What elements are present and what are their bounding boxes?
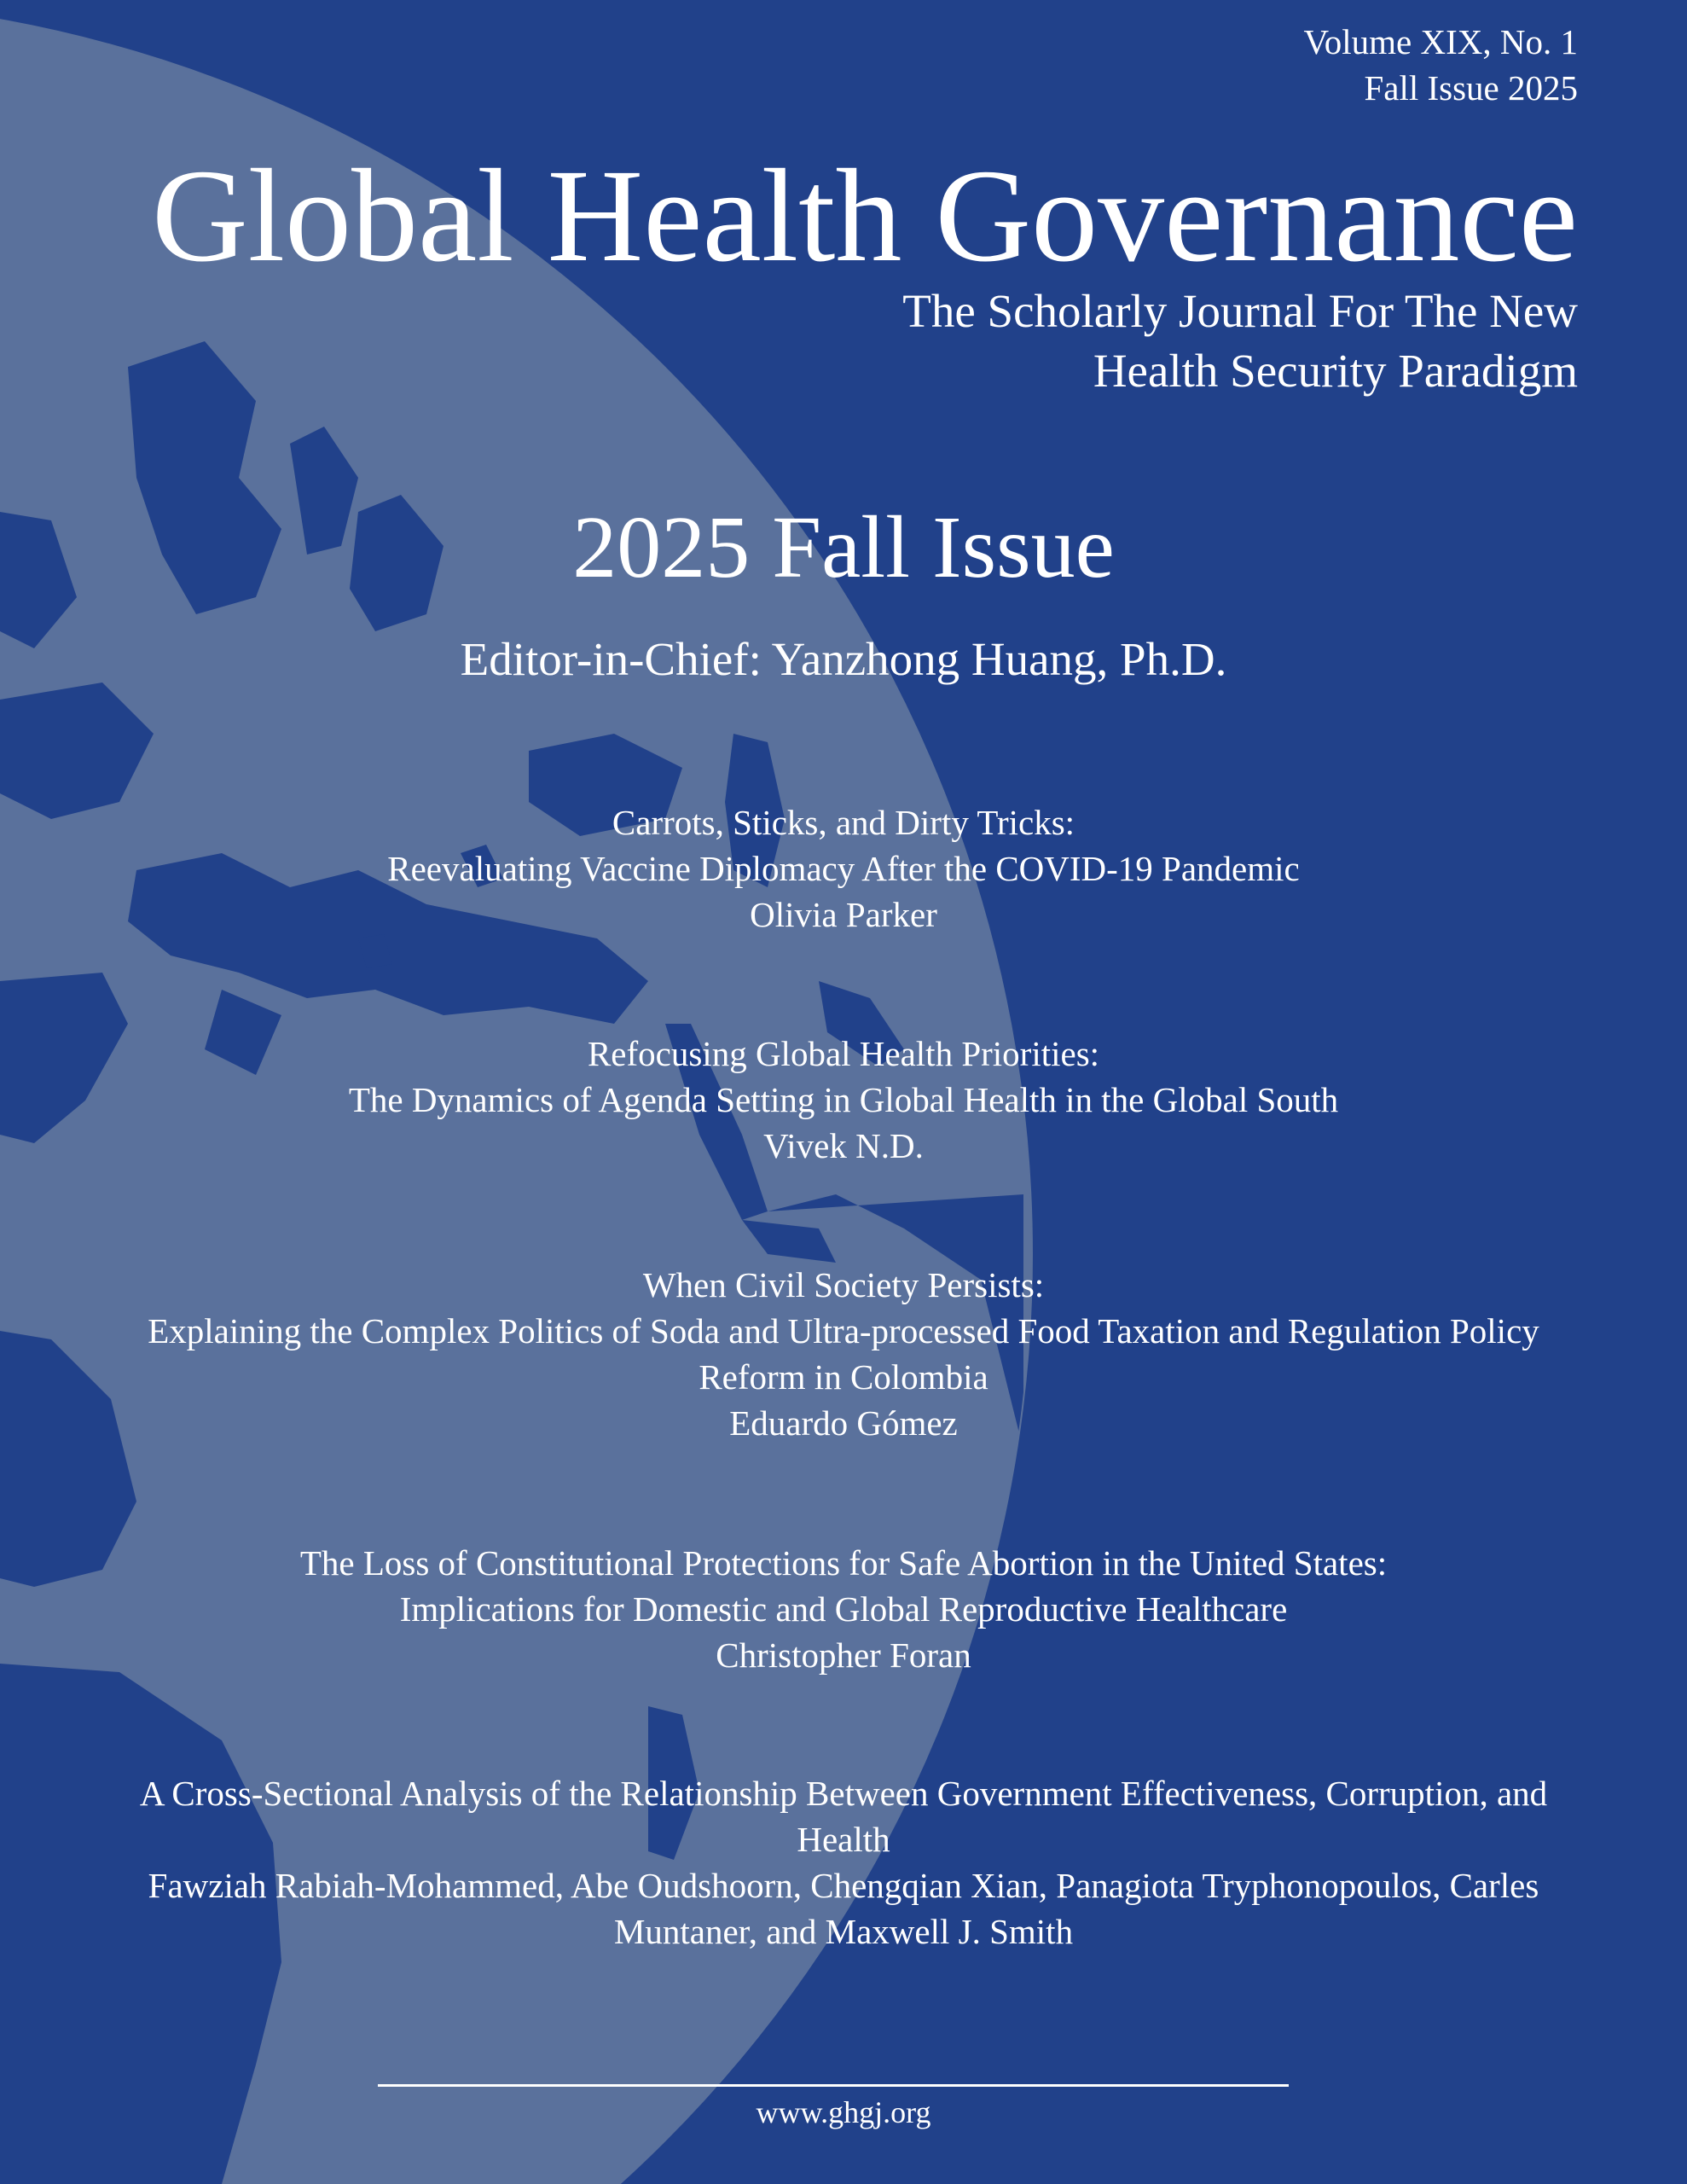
article-title-line: When Civil Society Persists: — [642, 1265, 1045, 1304]
issue-title: 2025 Fall Issue — [572, 498, 1115, 596]
article-title-line: Carrots, Sticks, and Dirty Tricks: — [612, 803, 1075, 842]
article-title-line: Reevaluating Vaccine Diplomacy After the COVID-19 Pandemic — [387, 849, 1300, 888]
journal-subtitle — [902, 282, 1578, 401]
article-title-line: Health — [797, 1820, 890, 1859]
article-authors: Muntaner, and Maxwell J. Smith — [613, 1912, 1074, 1951]
article-authors: Eduardo Gómez — [729, 1403, 958, 1443]
article-title-line: The Dynamics of Agenda Setting in Global Health in the Global South — [348, 1080, 1339, 1119]
editor-in-chief: Editor-in-Chief: Yanzhong Huang, Ph.D. — [460, 633, 1227, 685]
article-title-line: The Loss of Constitutional Protections for Safe Abortion in the United States: — [299, 1543, 1388, 1583]
article-title-line: Implications for Domestic and Global Reproductive Healthcare — [399, 1589, 1288, 1629]
volume-info — [1303, 19, 1578, 111]
journal-title: Global Health Governance — [152, 142, 1578, 289]
article-authors: Olivia Parker — [750, 895, 937, 934]
website-link[interactable]: www.ghgj.org — [756, 2095, 931, 2129]
article-entry — [51, 1770, 1636, 1955]
article-title-line: Reform in Colombia — [699, 1357, 988, 1397]
article-title-line: Refocusing Global Health Priorities: — [587, 1034, 1100, 1073]
volume-number: Volume XIX, No. 1 — [1303, 22, 1578, 61]
article-authors: Fawziah Rabiah-Mohammed, Abe Oudshoorn, Chengqian Xian, Panagiota Tryphonopoulos, Carles — [148, 1866, 1539, 1905]
issue-season: Fall Issue 2025 — [1364, 68, 1578, 107]
subtitle-line: The Scholarly Journal For The New — [902, 285, 1578, 337]
article-entry — [51, 1540, 1636, 1678]
article-authors: Christopher Foran — [716, 1635, 971, 1675]
article-title-line: A Cross-Sectional Analysis of the Relationship Between Government Effectiveness, Corruption, and — [139, 1774, 1548, 1813]
article-entry — [51, 1262, 1636, 1446]
footer-divider — [378, 2084, 1289, 2087]
article-entry — [51, 799, 1636, 938]
article-entry — [51, 1031, 1636, 1169]
article-authors: Vivek N.D. — [763, 1126, 924, 1165]
article-title-line: Explaining the Complex Politics of Soda and Ultra-processed Food Taxation and Regulation Policy — [148, 1311, 1539, 1350]
subtitle-line: Health Security Paradigm — [1093, 345, 1578, 397]
